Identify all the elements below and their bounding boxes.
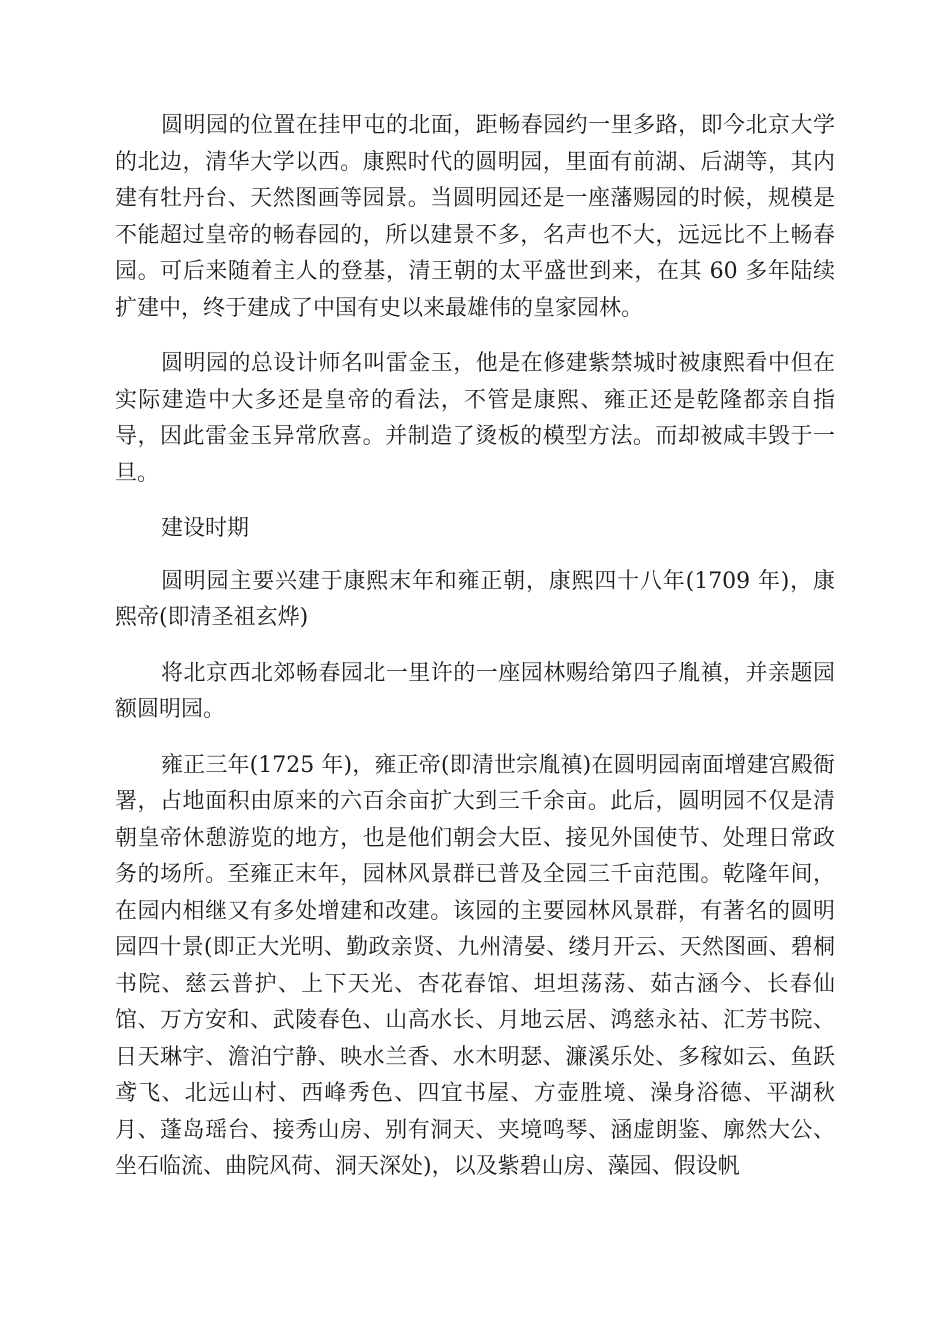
- paragraph-construction: 圆明园主要兴建于康熙末年和雍正朝，康熙四十八年(1709 年)，康熙帝(即清圣祖玄烨): [115, 568, 835, 630]
- paragraph-expansion: 雍正三年(1725 年)，雍正帝(即清世宗胤禛)在圆明园南面增建宫殿衙署，占地面积由原来的六百余亩扩大到三千余亩。此后，圆明园不仅是清朝皇帝休憩游览的地方，也是他们朝会大臣、接见外国使节、处理日常政务的场所。至雍正末年，园林风景群已普及全园三千亩范围。乾隆年间，在园内相继又有多处增建和改建。该园的主要园林风景群，有著名的圆明园四十景(即正大光明、勤政亲贤、九州清晏、缕月开云、天然图画、碧桐书院、慈云普护、上下天光、杏花春馆、坦坦荡荡、茹古涵今、长春仙馆、万方安和、武陵春色、山高水长、月地云居、鸿慈永祜、汇芳书院、日天琳宇、澹泊宁静、映水兰香、水木明瑟、濂溪乐处、多稼如云、鱼跃鸢飞、北远山村、西峰秀色、四宜书屋、方壶胜境、澡身浴德、平湖秋月、蓬岛瑶台、接秀山房、别有洞天、夹境鸣琴、涵虚朗鉴、廓然大公、坐石临流、曲院风荷、洞天深处)，以及紫碧山房、藻园、假设帆: [115, 752, 835, 1179]
- paragraph-location: 圆明园的位置在挂甲屯的北面，距畅春园约一里多路，即今北京大学的北边，清华大学以西。康熙时代的圆明园，里面有前湖、后湖等，其内建有牡丹台、天然图画等园景。当圆明园还是一座藩赐园的时候，规模是不能超过皇帝的畅春园的，所以建景不多，名声也不大，远远比不上畅春园。可后来随着主人的登基，清王朝的太平盛世到来，在其 60 多年陆续扩建中，终于建成了中国有史以来最雄伟的皇家园林。: [115, 113, 835, 321]
- document-page: [115, 108, 835, 1205]
- section-heading: 建设时期: [161, 516, 250, 541]
- paragraph-designer: 圆明园的总设计师名叫雷金玉，他是在修建紫禁城时被康熙看中但在实际建造中大多还是皇帝的看法，不管是康熙、雍正还是乾隆都亲自指导，因此雷金玉异常欣喜。并制造了烫板的模型方法。而却被咸丰毁于一旦。: [115, 351, 835, 486]
- paragraph-grant: 将北京西北郊畅春园北一里许的一座园林赐给第四子胤禛，并亲题园额圆明园。: [115, 660, 835, 722]
